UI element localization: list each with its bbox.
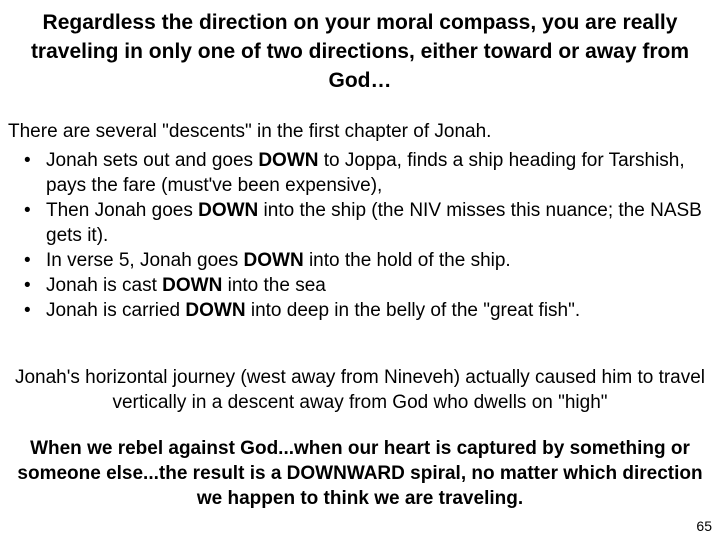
bullet-text: In verse 5, Jonah goes — [46, 250, 244, 271]
bullet-text: Jonah is cast — [46, 275, 163, 296]
list-item — [20, 273, 712, 298]
bullet-text: Jonah is carried — [46, 300, 186, 321]
list-item — [20, 148, 712, 198]
bullet-text: into the sea — [222, 275, 326, 296]
slide-title: Regardless the direction on your moral compass, you are really traveling in only one of two directions, either toward or away from God… — [30, 11, 690, 92]
list-item — [20, 248, 712, 273]
descents-list — [20, 148, 712, 323]
bullet-text: into the ship (the NIV misses this nuance; the NASB gets it). — [46, 200, 702, 246]
list-item — [20, 198, 712, 248]
bullet-text: to Joppa, finds a ship heading for Tarshish, pays the fare (must've been expensive), — [46, 150, 685, 196]
emphasis-word: DOWN — [258, 150, 319, 171]
bullet-marker: • — [24, 275, 31, 296]
emphasis-word: DOWN — [198, 200, 259, 221]
conclusion-paragraph: When we rebel against God...when our heart is captured by something or someone else...the result is a DOWNWARD spiral, no matter which direction we happen to think we are traveling. — [17, 438, 703, 509]
bullet-text: into deep in the belly of the "great fish". — [245, 300, 581, 321]
bullet-text: into the hold of the ship. — [303, 250, 511, 271]
list-item — [20, 298, 712, 323]
bullet-marker: • — [24, 150, 31, 171]
bullet-marker: • — [24, 200, 31, 221]
emphasis-word: DOWN — [243, 250, 304, 271]
bullet-text: Then Jonah goes — [46, 200, 199, 221]
emphasis-word: DOWN — [185, 300, 246, 321]
bullet-marker: • — [24, 250, 31, 271]
bullet-text: Jonah sets out and goes — [46, 150, 259, 171]
page-number: 65 — [696, 518, 712, 534]
journey-paragraph: Jonah's horizontal journey (west away from Nineveh) actually caused him to travel vertically in a descent away from God who dwells on "high" — [14, 367, 706, 413]
bullet-marker: • — [24, 300, 31, 321]
emphasis-word: DOWN — [162, 275, 223, 296]
intro-text: There are several "descents" in the first chapter of Jonah. — [8, 121, 492, 142]
